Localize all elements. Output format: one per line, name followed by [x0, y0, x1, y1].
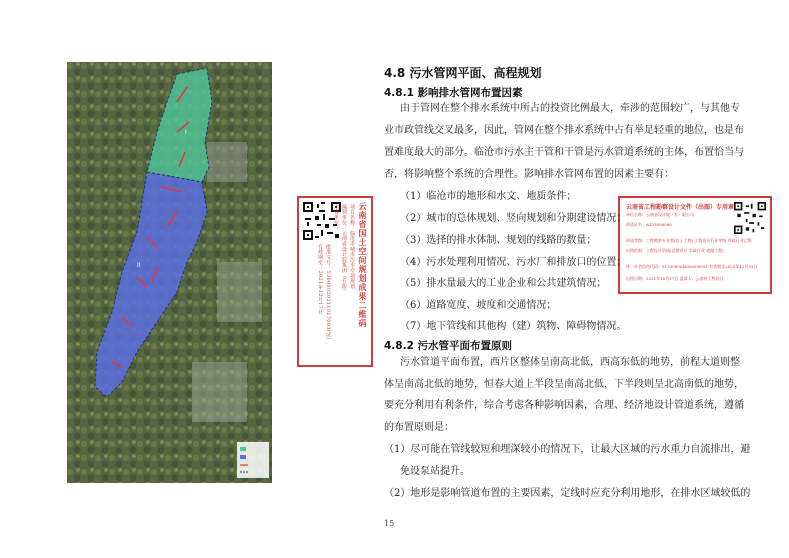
list-item: （2）地形是影响管道布置的主要因素，定线时应充分利用地形，在排水区域较低的 [384, 488, 751, 499]
subsection-heading-2: 4.8.2 污水管平面布置原则 [384, 340, 513, 352]
list-item: （2）城市的总体规划、竖向规划和分期建设情况； [400, 213, 627, 224]
stamp2-line: 出图范围：工程设计资质(总图设计 市政行业 道路工程) [626, 248, 724, 253]
list-item: （3）选择的排水体制、规划的线路的数量； [400, 235, 597, 246]
subsection-heading-1: 4.8.1 影响排水管网布置因素 [384, 87, 523, 99]
paragraph-line: 要充分利用有利条件，综合考虑各种影响因素，合理、经济地设计管道系统，遵循 [384, 400, 744, 411]
paragraph-line: 体呈南高北低的地势，恒春大道上半段呈南高北低，下半段则呈北高南低的地势， [384, 379, 744, 390]
list-item: （7）地下管线和其他构（建）筑物、障碍物情况。 [400, 321, 627, 332]
stamp-line: 项目名称：临沧市城市污水专项规划 [349, 204, 355, 289]
stamp2-line: 资质等级：工程勘察专业类(岩土工程) 工程设计行业甲级 市政行业乙级 [626, 238, 752, 243]
stamp2-line: 单位名称：云南省设计院（有）限公司 [626, 212, 694, 217]
section-heading: 4.8 污水管网平面、高程规划 [384, 66, 542, 80]
stamp2-line: 出图日期：2021年12月17日 盖章人：云南省工程设计 [626, 276, 724, 281]
paragraph-line: 由于管网在整个排水系统中所占的投资比例最大，牵涉的范围较广，与其他专 [400, 103, 740, 114]
paragraph-line: 否，将影响整个系统的合理性。影响排水管网布置的因素主要有： [384, 169, 674, 180]
paragraph-line: 置难度最大的部分。临沧市污水主干管和干管是污水管道系统的主体，布置恰当与 [384, 147, 744, 158]
list-item: （4）污水处理利用情况、污水厂和排放口的位置； [400, 257, 627, 268]
list-item: （1）尽可能在管线较短和埋深较小的情况下，让最大区域的污水重力自流排出，避 [384, 444, 751, 455]
stamp-line: 批准文号：53000020211017003(试) [325, 244, 331, 340]
list-item: （5）排水量最大的工业企业和公共建筑情况； [400, 278, 607, 289]
qr-stamp-left [297, 196, 373, 367]
list-item: （6）道路宽度、坡度和交通情况； [400, 300, 557, 311]
stamp-line: 有效期至：2021年12月17日 [317, 244, 323, 315]
page-number: 15 [384, 519, 395, 528]
paragraph-line: 污水管道平面布置，西片区整体呈南高北低，西高东低的地势，前程大道则整 [400, 357, 740, 368]
list-item: 免设泵站提升。 [400, 466, 470, 477]
qr-code-icon [734, 202, 766, 234]
list-item: （1）临沧市的地形和水文、地质条件； [400, 191, 577, 202]
stamp2-line: 统一社会信用代码：915300004000000001 有效期至2025年12月31日 [626, 264, 758, 269]
paragraph-line: 的布置原则是： [384, 422, 454, 433]
stamp2-line: 资质证书：A153000088 [626, 222, 672, 227]
stamp-line: 编制单位：云南省设计院集团（有限） [341, 204, 347, 295]
paragraph-line: 业市政管线交叉最多，因此，管网在整个排水系统中占有举足轻重的地位，也是布 [384, 125, 744, 136]
stamp-title: 云南省国土空间规划成果二维码 [358, 202, 368, 328]
stamp2-title: 云南省工程勘察设计文件（出图）专用章 [626, 204, 735, 211]
map-image [67, 62, 272, 483]
svg-text:I: I [185, 129, 187, 136]
planning-map [67, 62, 272, 483]
svg-text:II: II [137, 262, 141, 269]
stamp-line: 审查单位： [333, 204, 339, 231]
qr-stamp-right [618, 196, 772, 294]
